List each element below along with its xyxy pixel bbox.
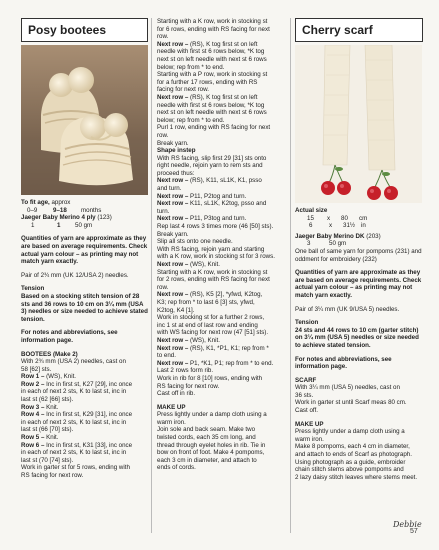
scarf-actual-heading: Actual size bbox=[295, 207, 328, 214]
bootees-continued-line: for 2 rows, ending with RS facing for next bbox=[157, 276, 270, 284]
bootees-continued-line: with WS facing for next row (47 [51] sts). bbox=[157, 329, 269, 337]
bootees-continued-line: Next row – P1, *K1, P1; rep from * to end. bbox=[157, 359, 274, 367]
bootees-makeup-line: each 3 cm in diameter, and attach to bbox=[157, 456, 257, 464]
bootees-instruction-line: Work in garter st for 5 rows, ending with bbox=[21, 464, 130, 472]
scarf-illustration bbox=[295, 45, 422, 203]
bootees-continued-line: inc 1 st at end of last row and ending bbox=[157, 321, 258, 329]
bootees-continued-line: turn. bbox=[157, 207, 170, 215]
bootees-text bbox=[21, 199, 148, 480]
bootees-instruction-line: last st (70 [74] sts). bbox=[21, 456, 74, 464]
bootees-instruction-line: Row 2 – Inc in first st, K27 [29], inc once bbox=[21, 380, 133, 388]
bootees-continued-line: row. bbox=[157, 131, 169, 139]
scarf-quantities-note: Quantities of yarn are approximate as they are based on average requirements. Check actual yarn colour – as printing may not match yarn exactly. bbox=[295, 269, 422, 299]
bootees-tension-heading: Tension bbox=[21, 285, 45, 293]
bootees-continued-line: Next row – (RS), K11, sL1K, K1, psso bbox=[157, 177, 262, 185]
posy-bootees-title: Posy bootees bbox=[21, 18, 148, 42]
bootees-continued-column bbox=[157, 18, 285, 472]
bootees-instruction-line: in each of next 2 sts, K to last st, inc in bbox=[21, 418, 127, 426]
page-number: 57 bbox=[410, 528, 418, 535]
bootees-continued-line: for 6 rows, ending with RS facing for next bbox=[157, 25, 270, 33]
scarf-tension-text: 24 sts and 44 rows to 10 cm (garter stitch) on 3¼ mm (USA 5) needles or size needed to achieve stated tension. bbox=[295, 326, 419, 349]
bootees-make-heading: BOOTEES (Make 2) bbox=[21, 350, 78, 358]
column-divider-1 bbox=[151, 18, 152, 533]
scarf-unit-in: in bbox=[361, 222, 366, 230]
scarf-length-cm: 80 bbox=[341, 214, 348, 222]
cherry-scarf-title: Cherry scarf bbox=[295, 18, 423, 42]
bootees-needles: Pair of 2¾ mm (UK 12/USA 2) needles. bbox=[21, 271, 129, 279]
fit-approx: approx bbox=[49, 199, 71, 206]
bootees-continued-line: Next row – P11, P2tog and turn. bbox=[157, 192, 247, 200]
bootees-continued-line: With RS facing, rejoin yarn and starting bbox=[157, 245, 265, 253]
bootees-continued-line: Break yarn. bbox=[157, 139, 189, 147]
bootees-makeup-text bbox=[157, 411, 285, 472]
cherry-scarf-column bbox=[295, 18, 423, 481]
scarf-size-row-1 bbox=[295, 215, 423, 223]
bootees-tension-text: Based on a stocking stitch tension of 28 sts and 36 rows to 10 cm on 3¼ mm (USA 3) needles or size needed to achieve stated tension. bbox=[21, 292, 148, 323]
bootees-continued-line: K3; rep from * to last 6 [3] sts, yfwd, bbox=[157, 298, 255, 306]
bootees-instruction-line: Row 1 – (WS), Knit. bbox=[21, 373, 77, 381]
bootees-continued-instructions bbox=[157, 18, 285, 398]
fit-heading: To fit age, bbox=[21, 199, 50, 206]
scarf-makeup-line: Press lightly under a damp cloth using a bbox=[295, 428, 405, 436]
bootees-makeup-line: twisted cords, each 35 cm long, and bbox=[157, 434, 256, 442]
bootees-continued-line: With RS facing, slip first 29 [31] sts onto bbox=[157, 154, 267, 162]
bootees-illustration bbox=[21, 45, 148, 195]
bootees-continued-line: Next row – (RS), K tog first st on left bbox=[157, 93, 258, 101]
bootees-makeup-line: thread through eyelet holes in rib. Tie in bbox=[157, 441, 266, 449]
bootees-instruction-line: last st (66 [70] sts). bbox=[21, 426, 74, 434]
scarf-yarn-heading: Jaeger Baby Merino DK bbox=[295, 232, 365, 240]
scarf-heading: SCARF bbox=[295, 376, 317, 384]
scarf-spare-yarn: One ball of same yarn for pompoms (231) and oddment for embroidery (232) bbox=[295, 247, 422, 263]
bootees-continued-line: Rep last 4 rows 3 times more (46 [50] sts). bbox=[157, 223, 274, 231]
bootees-instruction-line: With 2¾ mm (USA 2) needles, cast on bbox=[21, 358, 126, 366]
bootees-continued-line: next st on left needle with next st 6 rows bbox=[157, 55, 267, 63]
bootees-continued-line: below; rep from * to end. bbox=[157, 63, 225, 71]
column-divider-2 bbox=[290, 18, 291, 533]
scarf-yarn-weight: 50 gm bbox=[329, 240, 347, 248]
scarf-x-cm: x bbox=[327, 214, 331, 222]
bootees-continued-line: Cast off in rib. bbox=[157, 390, 196, 398]
scarf-width-in: 6 bbox=[309, 222, 313, 230]
scarf-photo bbox=[295, 45, 422, 203]
bootees-makeup-line: Join sole and back seam. Make two bbox=[157, 426, 256, 434]
bootees-continued-line: needle with first st 6 rows below, *K tog bbox=[157, 48, 265, 56]
bootees-yarn-heading: Jaeger Baby Merino 4 ply bbox=[21, 214, 96, 222]
bootees-continued-line: row. bbox=[157, 33, 169, 41]
bootees-continued-line: Shape instep bbox=[157, 147, 196, 155]
bootees-continued-line: Starting with a K row, work in stocking st bbox=[157, 268, 268, 276]
scarf-size-row-2 bbox=[295, 222, 423, 230]
bootees-continued-line: Next row – (WS), Knit. bbox=[157, 261, 220, 268]
bootees-instruction-line: Row 5 – Knit. bbox=[21, 434, 59, 442]
scarf-instruction-line: 36 sts. bbox=[295, 391, 314, 399]
bootees-makeup-line: Press lightly under a damp cloth using a bbox=[157, 411, 267, 419]
scarf-makeup-line: and attach to ends of Scarf as photograph. bbox=[295, 451, 412, 459]
scarf-makeup-line: warm iron. bbox=[295, 435, 324, 443]
scarf-makeup-heading: MAKE UP bbox=[295, 420, 324, 428]
scarf-makeup-line: Using photograph as a guide, embroider bbox=[295, 458, 406, 466]
bootees-photo bbox=[21, 45, 148, 195]
bootees-continued-line: facing for next row. bbox=[157, 86, 209, 94]
scarf-width-cm: 15 bbox=[307, 214, 314, 222]
bootees-continued-line: Work in stocking st for a further 2 rows, bbox=[157, 314, 265, 322]
yarn-qty-1: 1 bbox=[31, 221, 35, 229]
bootees-instruction-line: last st (62 [66] sts). bbox=[21, 396, 74, 404]
bootees-makeup-heading: MAKE UP bbox=[157, 403, 186, 411]
bootees-continued-line: Starting with a K row, work in stocking st bbox=[157, 18, 268, 25]
bootees-continued-line: below; rep from * to end. bbox=[157, 116, 225, 124]
scarf-needles: Pair of 3¼ mm (UK 9/USA 5) needles. bbox=[295, 305, 400, 313]
bootees-continued-line: Next row – (RS), K tog first st on left bbox=[157, 40, 258, 48]
bootees-continued-line: to end. bbox=[157, 352, 176, 360]
age-row bbox=[21, 207, 148, 215]
scarf-instruction-line: With 3¼ mm (USA 5) needles, cast on bbox=[295, 384, 400, 392]
bootees-continued-line: row. bbox=[157, 283, 169, 291]
bootees-continued-line: Next row – (RS), K5 [2], *yfwd, K2tog, bbox=[157, 291, 263, 299]
scarf-makeup-text bbox=[295, 428, 423, 481]
bootees-instructions bbox=[21, 358, 148, 480]
bootees-continued-line: next st on left needle with next st 6 rows bbox=[157, 109, 267, 117]
bootees-instruction-line: 58 [62] sts. bbox=[21, 365, 52, 373]
bootees-continued-line: and turn. bbox=[157, 185, 182, 193]
bootees-continued-line: proceed thus: bbox=[157, 169, 195, 177]
scarf-makeup-line: Make 8 pompoms, each 4 cm in diameter, bbox=[295, 443, 410, 451]
scarf-x-in: x bbox=[329, 222, 333, 230]
scarf-instructions bbox=[295, 384, 423, 414]
yarn-qty-2: 1 bbox=[57, 221, 61, 229]
posy-bootees-column bbox=[21, 18, 148, 480]
bootees-continued-line: Next row – (WS), Knit. bbox=[157, 336, 220, 344]
bootees-makeup-line: ends of cords. bbox=[157, 464, 196, 472]
bootees-continued-line: needle with first st 6 rows below, *K tog bbox=[157, 101, 265, 109]
bootees-instruction-line: Row 3 – Knit. bbox=[21, 403, 59, 411]
bootees-instruction-line: in each of next 2 sts, K to last st, inc in bbox=[21, 449, 127, 457]
scarf-notes: For notes and abbreviations, see information page. bbox=[295, 355, 392, 371]
scarf-yarn-qty: 3 bbox=[307, 240, 311, 248]
bootees-continued-line: Work in rib for 8 [10] rows, ending with bbox=[157, 374, 263, 382]
bootees-continued-line: Slip all sts onto one needle. bbox=[157, 238, 233, 246]
scarf-yarn-code: (203) bbox=[364, 232, 381, 240]
bootees-notes: For notes and abbreviations, see information page. bbox=[21, 329, 118, 344]
scarf-text bbox=[295, 207, 423, 481]
scarf-instruction-line: Work in garter st until Scarf meas 80 cm. bbox=[295, 399, 407, 407]
scarf-length-in: 31½ bbox=[343, 222, 356, 230]
bootees-continued-line: with a K row, work in stocking st for 3 rows. bbox=[157, 253, 275, 261]
bootees-instruction-line: in each of next 2 sts, K to last st, inc in bbox=[21, 388, 127, 396]
scarf-makeup-line: chain stitch stems above pompoms and bbox=[295, 466, 404, 474]
bootees-continued-line: Next row – P11, P3tog and turn. bbox=[157, 215, 247, 223]
bootees-continued-line: Break yarn. bbox=[157, 230, 189, 238]
bootees-yarn-row bbox=[21, 222, 148, 230]
bootees-makeup bbox=[157, 398, 285, 472]
bootees-continued-line: Starting with a P row, work in stocking st bbox=[157, 71, 268, 79]
yarn-weight: 50 gm bbox=[75, 221, 93, 229]
scarf-tension-heading: Tension bbox=[295, 319, 319, 327]
bootees-continued-line: RS facing for next row. bbox=[157, 382, 220, 390]
scarf-yarn-row bbox=[295, 240, 423, 248]
bootees-instruction-line: Row 4 – Inc in first st, K29 [31], inc once bbox=[21, 411, 133, 419]
bootees-quantities-note: Quantities of yarn are approximate as they are based on average requirements. Check actual yarn colour – as printing may not match yarn exactly. bbox=[21, 235, 148, 266]
age-unit: months bbox=[81, 206, 102, 214]
bootees-continued-line: Purl 1 row, ending with RS facing for next bbox=[157, 124, 271, 132]
bootees-instruction-line: RS facing for next row. bbox=[21, 472, 84, 479]
bootees-continued-line: Last 2 rows form rib. bbox=[157, 367, 214, 375]
bootees-continued-line: Next row – (RS), K1, *P1, K1; rep from * bbox=[157, 344, 269, 352]
scarf-unit-cm: cm bbox=[359, 214, 368, 222]
age-size-1: 0–9 bbox=[27, 206, 38, 214]
bootees-makeup-line: bow on front of foot. Make 4 pompoms, bbox=[157, 449, 265, 457]
bootees-continued-line: K2tog, K4 [1]. bbox=[157, 306, 195, 314]
bootees-continued-line: right needle, rejoin yarn to rem sts and bbox=[157, 162, 263, 170]
scarf-makeup-line: 2 lazy daisy stitch leaves where stems meet. bbox=[295, 473, 418, 481]
scarf-instruction-line: Cast off. bbox=[295, 407, 318, 415]
age-size-2: 9–18 bbox=[53, 206, 67, 214]
bootees-yarn-code: (123) bbox=[95, 214, 112, 222]
bootees-continued-line: Next row – K11, sL1K, K2tog, psso and bbox=[157, 200, 267, 208]
designer-signature: Debbie bbox=[393, 520, 422, 529]
bootees-makeup-line: warm iron. bbox=[157, 418, 186, 426]
bootees-instruction-line: Row 6 – Inc in first st, K31 [33], inc once bbox=[21, 441, 133, 449]
bootees-continued-line: for a further 17 rows, ending with RS bbox=[157, 78, 258, 86]
